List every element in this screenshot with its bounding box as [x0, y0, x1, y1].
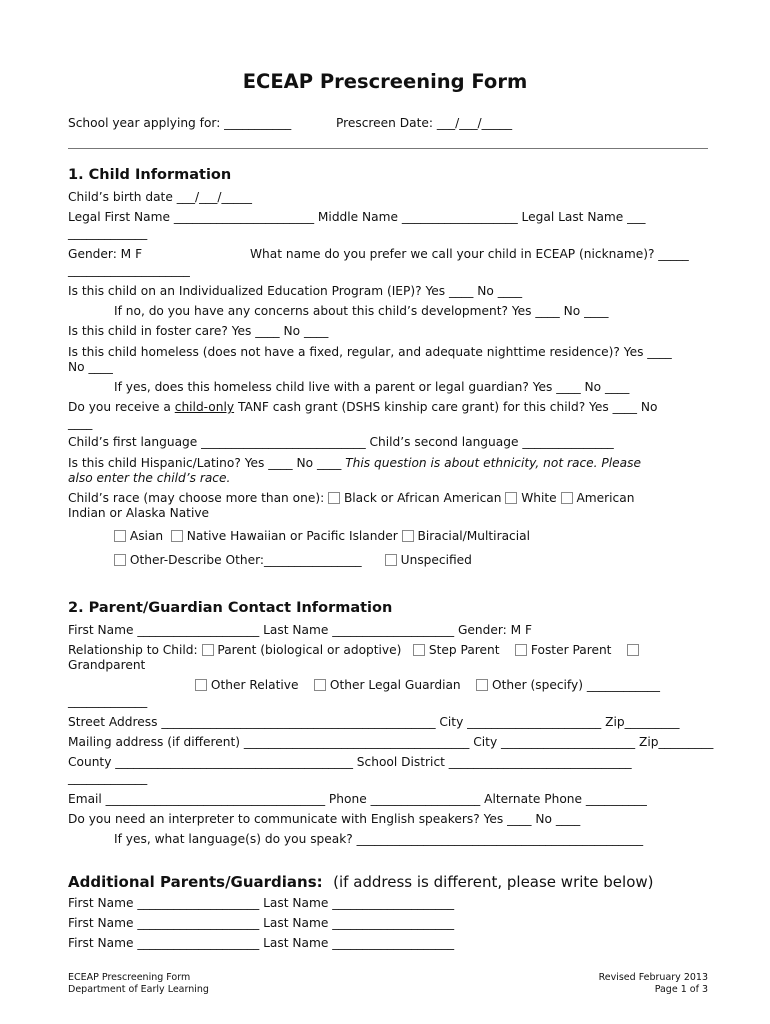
relationship-label: Relationship to Child: — [68, 643, 198, 657]
race-row-3 — [114, 553, 472, 568]
legal-last-name-continued[interactable]: _____________ — [68, 226, 148, 240]
footer-form-name: ECEAP Prescreening Form — [68, 972, 191, 983]
race-label: Child’s race (may choose more than one): — [68, 491, 325, 505]
rel-other-relative-checkbox[interactable] — [195, 679, 207, 691]
legal-name-fields[interactable]: Legal First Name _______________________ Middle Name ___________________ Legal Last Name ___ — [68, 210, 646, 224]
race-other-checkbox[interactable] — [114, 554, 126, 566]
county-district-fields[interactable]: County _______________________________________ School District ______________________________ — [68, 755, 632, 769]
prescreen-date-field[interactable]: Prescreen Date: ___/___/_____ — [336, 116, 513, 130]
race-biracial-label: Biracial/Multiracial — [417, 529, 530, 543]
race-native-hawaiian-label: Native Hawaiian or Pacific Islander — [186, 529, 398, 543]
race-black-checkbox[interactable] — [328, 492, 340, 504]
homeless-no-field[interactable]: No ____ — [68, 360, 113, 374]
homeless-question[interactable]: Is this child homeless (does not have a fixed, regular, and adequate nighttime residence)? Yes ____ — [68, 345, 672, 359]
interpreter-question[interactable]: Do you need an interpreter to communicate with English speakers? Yes ____ No ____ — [68, 812, 581, 826]
language-fields[interactable]: Child’s first language ___________________________ Child’s second language _______________ — [68, 435, 614, 449]
race-unspecified-label: Unspecified — [400, 553, 472, 567]
race-native-hawaiian-checkbox[interactable] — [171, 530, 183, 542]
tanf-child-only: child-only — [174, 400, 235, 414]
tanf-text-a: Do you receive a — [68, 400, 175, 414]
footer-left — [68, 972, 209, 996]
race-asian-checkbox[interactable] — [114, 530, 126, 542]
footer-right — [599, 972, 708, 996]
additional-guardian-row-1[interactable]: First Name ____________________ Last Name ____________________ — [68, 896, 455, 910]
rel-legal-guardian-checkbox[interactable] — [314, 679, 326, 691]
footer-revised: Revised February 2013 — [598, 972, 708, 983]
county-continued[interactable]: _____________ — [68, 771, 148, 785]
tanf-no-field[interactable]: ____ — [68, 416, 93, 430]
additional-guardian-row-2[interactable]: First Name ____________________ Last Name ____________________ — [68, 916, 455, 930]
footer-department: Department of Early Learning — [68, 984, 209, 995]
additional-guardians-note: (if address is different, please write below) — [333, 873, 654, 891]
street-address-fields[interactable]: Street Address _____________________________________________ City ______________________ Zip_________ — [68, 715, 680, 729]
nickname-field[interactable]: What name do you prefer we call your child in ECEAP (nickname)? _____ — [250, 247, 689, 261]
rel-legal-guardian-label: Other Legal Guardian — [329, 678, 461, 692]
relationship-row-2 — [195, 678, 660, 693]
race-american-indian-checkbox[interactable] — [561, 492, 573, 504]
race-black-label: Black or African American — [343, 491, 502, 505]
contact-fields[interactable]: Email ____________________________________ Phone __________________ Alternate Phone __________ — [68, 792, 647, 806]
iep-question[interactable]: Is this child on an Individualized Education Program (IEP)? Yes ____ No ____ — [68, 284, 523, 298]
nickname-continued[interactable]: ____________________ — [68, 263, 190, 277]
tanf-text-b: TANF cash grant (DSHS kinship care grant) for this child? Yes ____ No — [234, 400, 658, 414]
development-concerns-question[interactable]: If no, do you have any concerns about this child’s development? Yes ____ No ____ — [114, 304, 609, 318]
rel-foster-parent-checkbox[interactable] — [515, 644, 527, 656]
rel-step-parent-checkbox[interactable] — [413, 644, 425, 656]
hispanic-question[interactable] — [68, 456, 641, 471]
additional-guardian-row-3[interactable]: First Name ____________________ Last Name ____________________ — [68, 936, 455, 950]
rel-foster-parent-label: Foster Parent — [530, 643, 612, 657]
race-question — [68, 491, 634, 506]
interpreter-language-field[interactable]: If yes, what language(s) do you speak? _______________________________________________ — [114, 832, 644, 846]
rel-other-relative-label: Other Relative — [210, 678, 299, 692]
form-title: ECEAP Prescreening Form — [242, 70, 528, 93]
footer-page-number: Page 1 of 3 — [654, 984, 708, 995]
rel-grandparent-label: Grandparent — [68, 658, 146, 672]
tanf-question[interactable] — [68, 400, 657, 415]
race-asian-label: Asian — [129, 529, 164, 543]
additional-guardians-title: Additional Parents/Guardians: — [68, 873, 323, 891]
header-divider — [68, 148, 708, 149]
hispanic-note: This question is about ethnicity, not race. Please — [345, 456, 641, 470]
homeless-parent-question[interactable]: If yes, does this homeless child live with a parent or legal guardian? Yes ____ No ____ — [114, 380, 630, 394]
race-white-label: White — [521, 491, 557, 505]
school-year-field[interactable]: School year applying for: ___________ — [68, 116, 292, 130]
rel-parent-label: Parent (biological or adoptive) — [217, 643, 402, 657]
race-row-2 — [114, 529, 530, 544]
section-1-heading: 1. Child Information — [68, 167, 232, 183]
mailing-address-fields[interactable]: Mailing address (if different) _____________________________________ City ______________________ Zip_________ — [68, 735, 714, 749]
foster-care-question[interactable]: Is this child in foster care? Yes ____ No ____ — [68, 324, 329, 338]
hispanic-text: Is this child Hispanic/Latino? Yes ____ No ____ — [68, 456, 346, 470]
relationship-row — [68, 643, 639, 658]
additional-guardians-heading — [68, 873, 654, 891]
rel-grandparent-checkbox[interactable] — [627, 644, 639, 656]
race-white-checkbox[interactable] — [505, 492, 517, 504]
race-american-indian-continued: Indian or Alaska Native — [68, 506, 210, 520]
relationship-specify-continued[interactable]: _____________ — [68, 694, 148, 708]
rel-parent-checkbox[interactable] — [202, 644, 214, 656]
rel-step-parent-label: Step Parent — [428, 643, 500, 657]
section-2-heading: 2. Parent/Guardian Contact Information — [68, 600, 393, 616]
race-unspecified-checkbox[interactable] — [385, 554, 397, 566]
rel-other-specify-checkbox[interactable] — [476, 679, 488, 691]
race-biracial-checkbox[interactable] — [402, 530, 414, 542]
birth-date-field[interactable]: Child’s birth date ___/___/_____ — [68, 190, 252, 204]
race-american-indian-label: American — [576, 491, 635, 505]
hispanic-note-continued: also enter the child’s race. — [68, 471, 231, 485]
rel-other-specify-label[interactable]: Other (specify) ____________ — [492, 678, 660, 692]
gender-field[interactable]: Gender: M F — [68, 247, 143, 261]
guardian-name-fields[interactable]: First Name ____________________ Last Name ____________________ Gender: M F — [68, 623, 533, 637]
race-other-label: Other-Describe Other:________________ — [129, 553, 362, 567]
